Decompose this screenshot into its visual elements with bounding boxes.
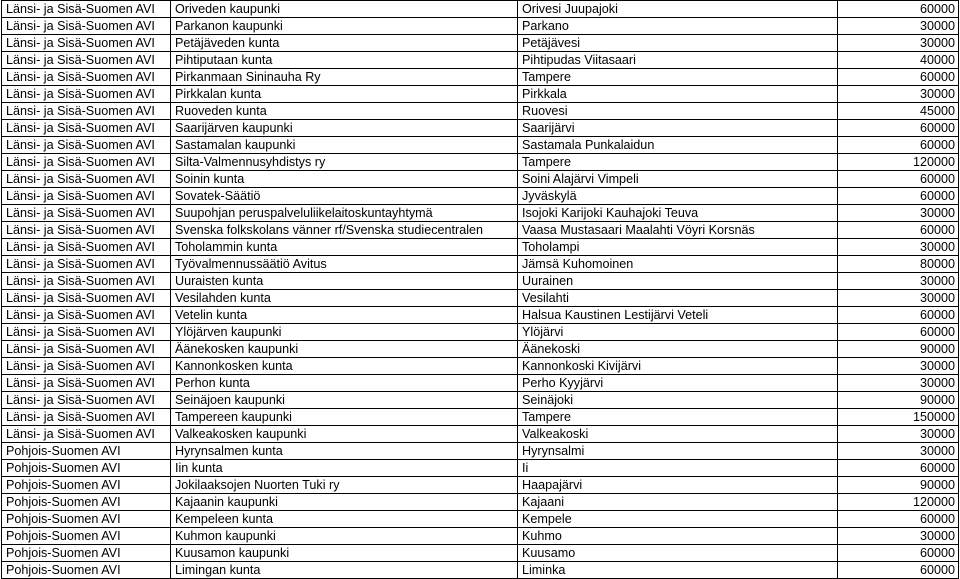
municipality-cell[interactable]: Pihtipudas Viitasaari [518, 52, 838, 69]
amount-cell[interactable]: 40000 [838, 52, 959, 69]
table-row [2, 511, 959, 528]
municipality-cell[interactable]: Soini Alajärvi Vimpeli [518, 171, 838, 188]
municipality-cell[interactable]: Vaasa Mustasaari Maalahti Vöyri Korsnäs [518, 222, 838, 239]
organization-cell[interactable]: Kannonkosken kunta [171, 358, 518, 375]
organization-cell[interactable]: Toholammin kunta [171, 239, 518, 256]
table-row [2, 528, 959, 545]
organization-cell[interactable]: Pihtiputaan kunta [171, 52, 518, 69]
amount-cell[interactable]: 60000 [838, 307, 959, 324]
table-row [2, 205, 959, 222]
avi-region-cell[interactable]: Länsi- ja Sisä-Suomen AVI [2, 205, 171, 222]
avi-region-cell[interactable]: Länsi- ja Sisä-Suomen AVI [2, 392, 171, 409]
organization-cell[interactable]: Oriveden kaupunki [171, 1, 518, 18]
organization-cell[interactable]: Suupohjan peruspalveluliikelaitoskuntayhtymä [171, 205, 518, 222]
avi-region-cell[interactable]: Länsi- ja Sisä-Suomen AVI [2, 273, 171, 290]
amount-cell[interactable]: 80000 [838, 256, 959, 273]
organization-cell[interactable]: Saarijärven kaupunki [171, 120, 518, 137]
avi-region-cell[interactable]: Länsi- ja Sisä-Suomen AVI [2, 222, 171, 239]
avi-region-cell[interactable]: Länsi- ja Sisä-Suomen AVI [2, 290, 171, 307]
table-row [2, 69, 959, 86]
municipality-cell[interactable]: Kuusamo [518, 545, 838, 562]
organization-cell[interactable]: Kuhmon kaupunki [171, 528, 518, 545]
municipality-cell[interactable]: Jämsä Kuhomoinen [518, 256, 838, 273]
avi-region-cell[interactable]: Pohjois-Suomen AVI [2, 443, 171, 460]
avi-region-cell[interactable]: Pohjois-Suomen AVI [2, 477, 171, 494]
amount-cell[interactable]: 60000 [838, 460, 959, 477]
table-row [2, 409, 959, 426]
table-row [2, 426, 959, 443]
municipality-cell[interactable]: Jyväskylä [518, 188, 838, 205]
municipality-cell[interactable]: Kajaani [518, 494, 838, 511]
municipality-cell[interactable]: Saarijärvi [518, 120, 838, 137]
organization-cell[interactable]: Silta-Valmennusyhdistys ry [171, 154, 518, 171]
organization-cell[interactable]: Jokilaaksojen Nuorten Tuki ry [171, 477, 518, 494]
municipality-cell[interactable]: Tampere [518, 69, 838, 86]
organization-cell[interactable]: Iin kunta [171, 460, 518, 477]
table-row [2, 171, 959, 188]
avi-region-cell[interactable]: Länsi- ja Sisä-Suomen AVI [2, 358, 171, 375]
municipality-cell[interactable]: Haapajärvi [518, 477, 838, 494]
municipality-cell[interactable]: Tampere [518, 409, 838, 426]
table-row [2, 477, 959, 494]
table-row [2, 562, 959, 579]
amount-cell[interactable]: 30000 [838, 18, 959, 35]
table-row [2, 52, 959, 69]
municipality-cell[interactable]: Ylöjärvi [518, 324, 838, 341]
table-row [2, 273, 959, 290]
organization-cell[interactable]: Tampereen kaupunki [171, 409, 518, 426]
table-row [2, 154, 959, 171]
municipality-cell[interactable]: Perho Kyyjärvi [518, 375, 838, 392]
organization-cell[interactable]: Ruoveden kunta [171, 103, 518, 120]
organization-cell[interactable]: Soinin kunta [171, 171, 518, 188]
table-row [2, 290, 959, 307]
amount-cell[interactable]: 120000 [838, 154, 959, 171]
amount-cell[interactable]: 60000 [838, 511, 959, 528]
organization-cell[interactable]: Petäjäveden kunta [171, 35, 518, 52]
amount-cell[interactable]: 60000 [838, 324, 959, 341]
organization-cell[interactable]: Vetelin kunta [171, 307, 518, 324]
avi-region-cell[interactable]: Länsi- ja Sisä-Suomen AVI [2, 137, 171, 154]
municipality-cell[interactable]: Toholampi [518, 239, 838, 256]
avi-region-cell[interactable]: Länsi- ja Sisä-Suomen AVI [2, 86, 171, 103]
amount-cell[interactable]: 60000 [838, 120, 959, 137]
amount-cell[interactable]: 30000 [838, 375, 959, 392]
avi-region-cell[interactable]: Länsi- ja Sisä-Suomen AVI [2, 103, 171, 120]
table-row [2, 341, 959, 358]
table-row [2, 375, 959, 392]
amount-cell[interactable]: 60000 [838, 137, 959, 154]
table-row [2, 137, 959, 154]
organization-cell[interactable]: Kajaanin kaupunki [171, 494, 518, 511]
amount-cell[interactable]: 90000 [838, 477, 959, 494]
amount-cell[interactable]: 30000 [838, 86, 959, 103]
spreadsheet-table [1, 0, 959, 579]
avi-region-cell[interactable]: Länsi- ja Sisä-Suomen AVI [2, 324, 171, 341]
organization-cell[interactable]: Valkeakosken kaupunki [171, 426, 518, 443]
municipality-cell[interactable]: Sastamala Punkalaidun [518, 137, 838, 154]
table-row [2, 1, 959, 18]
amount-cell[interactable]: 60000 [838, 69, 959, 86]
municipality-cell[interactable]: Ii [518, 460, 838, 477]
avi-region-cell[interactable]: Länsi- ja Sisä-Suomen AVI [2, 239, 171, 256]
table-row [2, 18, 959, 35]
avi-region-cell[interactable]: Länsi- ja Sisä-Suomen AVI [2, 1, 171, 18]
table-row [2, 443, 959, 460]
amount-cell[interactable]: 90000 [838, 341, 959, 358]
municipality-cell[interactable]: Petäjävesi [518, 35, 838, 52]
amount-cell[interactable]: 30000 [838, 273, 959, 290]
municipality-cell[interactable]: Ruovesi [518, 103, 838, 120]
organization-cell[interactable]: Perhon kunta [171, 375, 518, 392]
avi-region-cell[interactable]: Länsi- ja Sisä-Suomen AVI [2, 375, 171, 392]
amount-cell[interactable]: 30000 [838, 290, 959, 307]
municipality-cell[interactable]: Tampere [518, 154, 838, 171]
amount-cell[interactable]: 60000 [838, 545, 959, 562]
table-row [2, 35, 959, 52]
avi-region-cell[interactable]: Länsi- ja Sisä-Suomen AVI [2, 120, 171, 137]
avi-region-cell[interactable]: Länsi- ja Sisä-Suomen AVI [2, 171, 171, 188]
table-row [2, 307, 959, 324]
organization-cell[interactable]: Limingan kunta [171, 562, 518, 579]
amount-cell[interactable]: 90000 [838, 392, 959, 409]
avi-region-cell[interactable]: Länsi- ja Sisä-Suomen AVI [2, 69, 171, 86]
avi-region-cell[interactable]: Pohjois-Suomen AVI [2, 494, 171, 511]
avi-region-cell[interactable]: Länsi- ja Sisä-Suomen AVI [2, 154, 171, 171]
avi-region-cell[interactable]: Länsi- ja Sisä-Suomen AVI [2, 52, 171, 69]
municipality-cell[interactable]: Isojoki Karijoki Kauhajoki Teuva [518, 205, 838, 222]
avi-region-cell[interactable]: Länsi- ja Sisä-Suomen AVI [2, 188, 171, 205]
organization-cell[interactable]: Sovatek-Säätiö [171, 188, 518, 205]
municipality-cell[interactable]: Vesilahti [518, 290, 838, 307]
avi-region-cell[interactable]: Länsi- ja Sisä-Suomen AVI [2, 35, 171, 52]
amount-cell[interactable]: 30000 [838, 205, 959, 222]
municipality-cell[interactable]: Parkano [518, 18, 838, 35]
municipality-cell[interactable]: Uurainen [518, 273, 838, 290]
amount-cell[interactable]: 150000 [838, 409, 959, 426]
organization-cell[interactable]: Hyrynsalmen kunta [171, 443, 518, 460]
avi-region-cell[interactable]: Länsi- ja Sisä-Suomen AVI [2, 409, 171, 426]
organization-cell[interactable]: Kempeleen kunta [171, 511, 518, 528]
table-row [2, 494, 959, 511]
municipality-cell[interactable]: Hyrynsalmi [518, 443, 838, 460]
amount-cell[interactable]: 30000 [838, 426, 959, 443]
table-body [2, 1, 959, 579]
municipality-cell[interactable]: Halsua Kaustinen Lestijärvi Veteli [518, 307, 838, 324]
organization-cell[interactable]: Pirkanmaan Sininauha Ry [171, 69, 518, 86]
amount-cell[interactable]: 30000 [838, 528, 959, 545]
organization-cell[interactable]: Seinäjoen kaupunki [171, 392, 518, 409]
organization-cell[interactable]: Työvalmennussäätiö Avitus [171, 256, 518, 273]
organization-cell[interactable]: Pirkkalan kunta [171, 86, 518, 103]
table-row [2, 324, 959, 341]
amount-cell[interactable]: 30000 [838, 358, 959, 375]
table-row [2, 239, 959, 256]
municipality-cell[interactable]: Kempele [518, 511, 838, 528]
avi-region-cell[interactable]: Pohjois-Suomen AVI [2, 545, 171, 562]
amount-cell[interactable]: 60000 [838, 562, 959, 579]
table-row [2, 358, 959, 375]
municipality-cell[interactable]: Äänekoski [518, 341, 838, 358]
municipality-cell[interactable]: Liminka [518, 562, 838, 579]
amount-cell[interactable]: 30000 [838, 443, 959, 460]
organization-cell[interactable]: Äänekosken kaupunki [171, 341, 518, 358]
table-row [2, 392, 959, 409]
municipality-cell[interactable]: Kuhmo [518, 528, 838, 545]
amount-cell[interactable]: 60000 [838, 188, 959, 205]
amount-cell[interactable]: 60000 [838, 171, 959, 188]
municipality-cell[interactable]: Orivesi Juupajoki [518, 1, 838, 18]
organization-cell[interactable]: Sastamalan kaupunki [171, 137, 518, 154]
avi-region-cell[interactable]: Länsi- ja Sisä-Suomen AVI [2, 256, 171, 273]
avi-region-cell[interactable]: Länsi- ja Sisä-Suomen AVI [2, 18, 171, 35]
amount-cell[interactable]: 120000 [838, 494, 959, 511]
amount-cell[interactable]: 30000 [838, 35, 959, 52]
avi-region-cell[interactable]: Pohjois-Suomen AVI [2, 562, 171, 579]
avi-region-cell[interactable]: Pohjois-Suomen AVI [2, 511, 171, 528]
table-row [2, 120, 959, 137]
organization-cell[interactable]: Ylöjärven kaupunki [171, 324, 518, 341]
table-row [2, 86, 959, 103]
table-row [2, 222, 959, 239]
avi-region-cell[interactable]: Pohjois-Suomen AVI [2, 460, 171, 477]
table-row [2, 188, 959, 205]
table-row [2, 545, 959, 562]
organization-cell[interactable]: Svenska folkskolans vänner rf/Svenska studiecentralen [171, 222, 518, 239]
amount-cell[interactable]: 30000 [838, 239, 959, 256]
organization-cell[interactable]: Parkanon kaupunki [171, 18, 518, 35]
table-row [2, 256, 959, 273]
organization-cell[interactable]: Uuraisten kunta [171, 273, 518, 290]
amount-cell[interactable]: 45000 [838, 103, 959, 120]
avi-region-cell[interactable]: Länsi- ja Sisä-Suomen AVI [2, 426, 171, 443]
municipality-cell[interactable]: Kannonkoski Kivijärvi [518, 358, 838, 375]
municipality-cell[interactable]: Pirkkala [518, 86, 838, 103]
amount-cell[interactable]: 60000 [838, 222, 959, 239]
table-row [2, 460, 959, 477]
avi-region-cell[interactable]: Länsi- ja Sisä-Suomen AVI [2, 307, 171, 324]
municipality-cell[interactable]: Valkeakoski [518, 426, 838, 443]
municipality-cell[interactable]: Seinäjoki [518, 392, 838, 409]
organization-cell[interactable]: Kuusamon kaupunki [171, 545, 518, 562]
organization-cell[interactable]: Vesilahden kunta [171, 290, 518, 307]
table-row [2, 103, 959, 120]
avi-region-cell[interactable]: Länsi- ja Sisä-Suomen AVI [2, 341, 171, 358]
amount-cell[interactable]: 60000 [838, 1, 959, 18]
avi-region-cell[interactable]: Pohjois-Suomen AVI [2, 528, 171, 545]
